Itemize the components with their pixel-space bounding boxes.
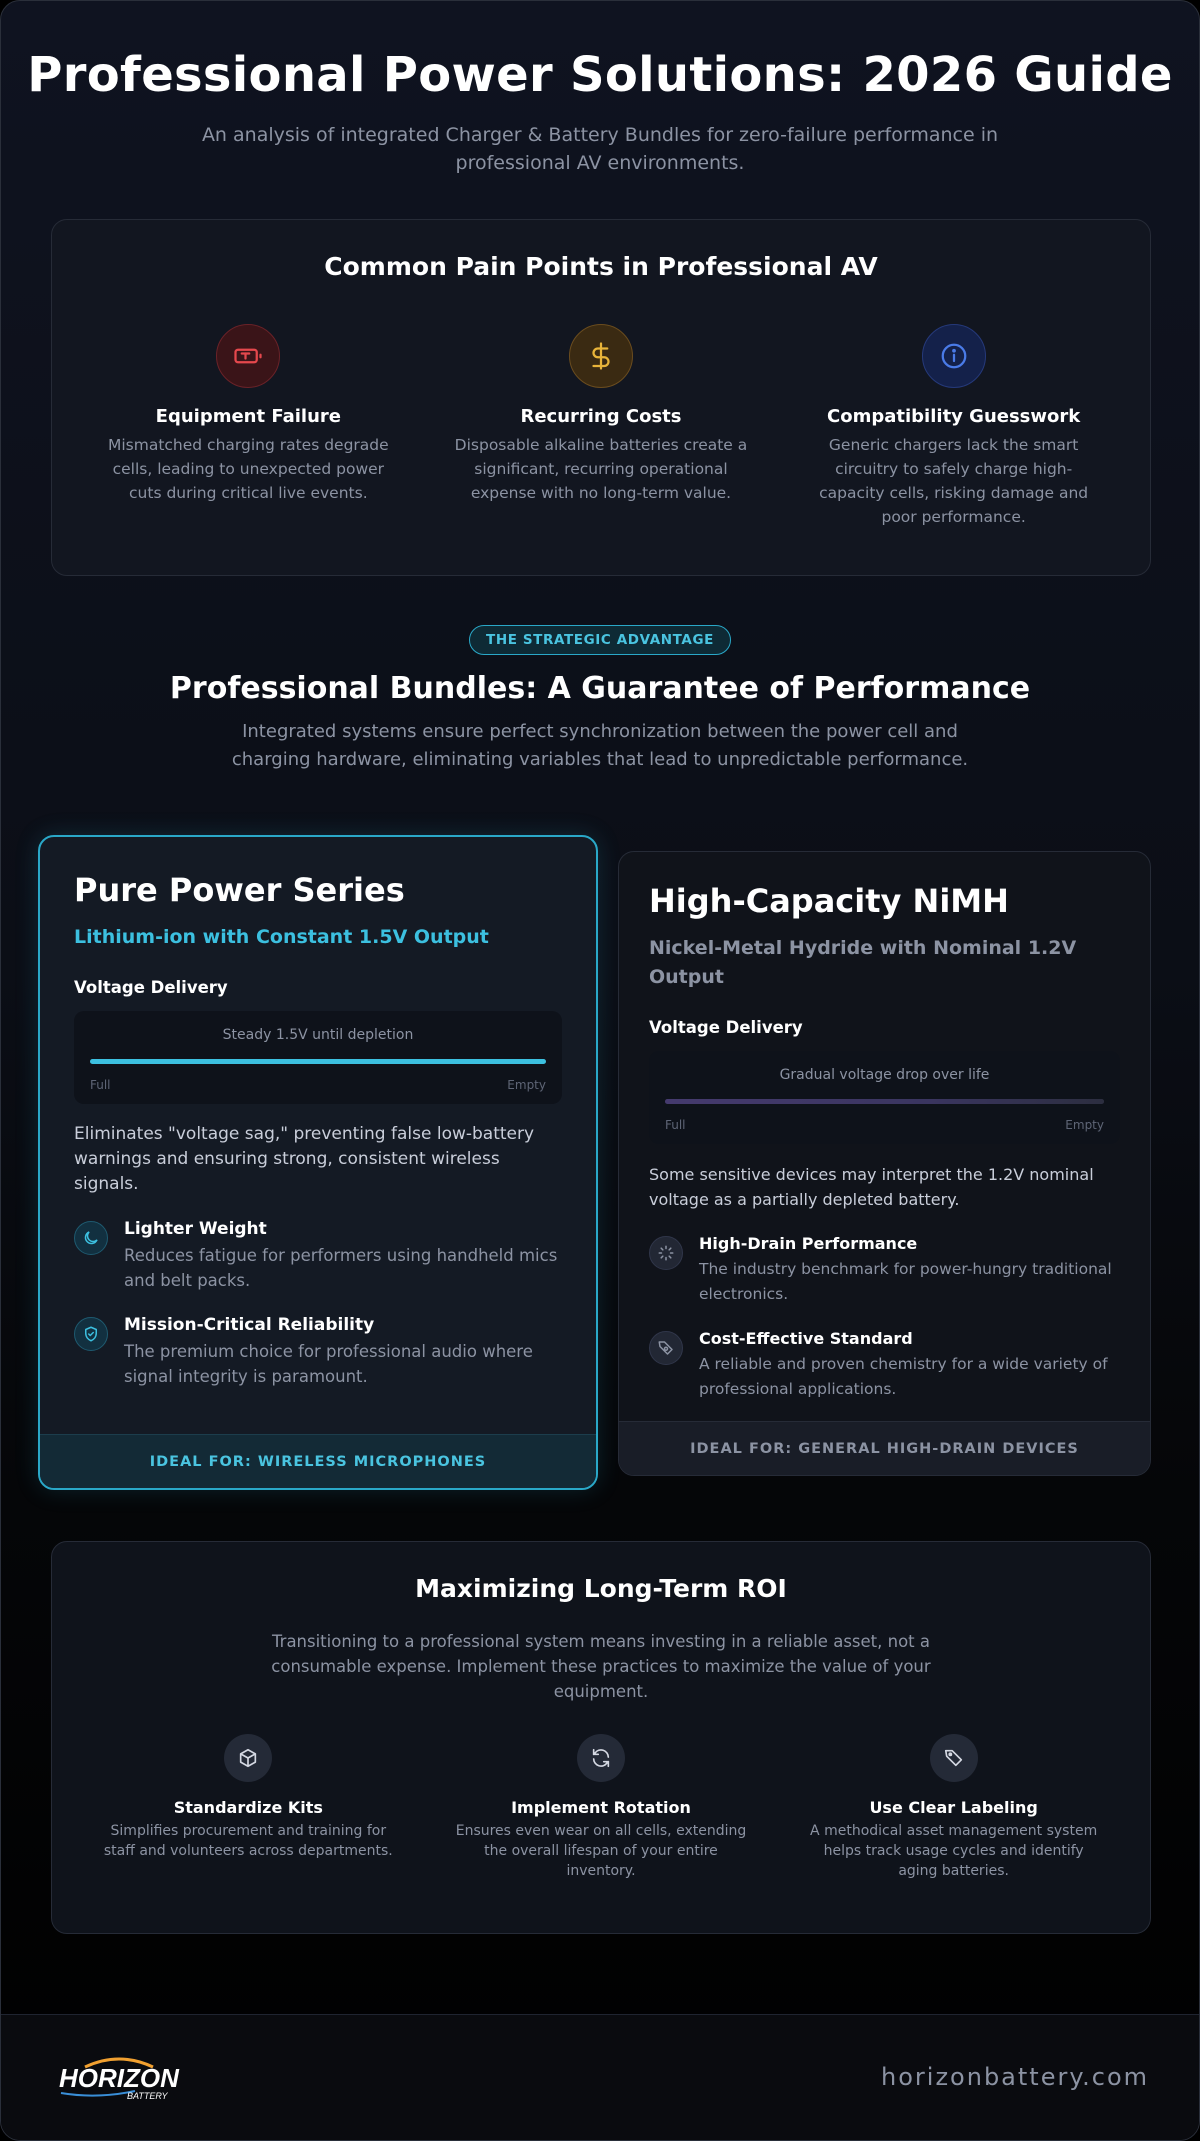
tag-icon	[930, 1734, 978, 1782]
pain-point-title: Recurring Costs	[520, 406, 682, 427]
feature-text: Reduces fatigue for performers using handheld mics and belt packs.	[124, 1246, 558, 1290]
nimh-card	[618, 851, 1151, 1476]
roi-item-text: A methodical asset management system helps track usage cycles and identify aging batteries.	[810, 1823, 1098, 1879]
card-subtitle: Lithium-ion with Constant 1.5V Output	[74, 926, 489, 948]
card-description: Eliminates "voltage sag," preventing false low-battery warnings and ensuring strong, consistent wireless signals.	[74, 1124, 535, 1194]
loader-icon	[649, 1236, 683, 1270]
roi-heading: Maximizing Long-Term ROI	[415, 1574, 787, 1603]
feature-text: The premium choice for professional audio where signal integrity is paramount.	[124, 1342, 533, 1386]
logo-wordmark: HORIZON	[59, 2063, 179, 2093]
feature-title: High-Drain Performance	[699, 1234, 918, 1253]
meter-caption: Gradual voltage drop over life	[779, 1067, 990, 1083]
voltage-label: Voltage Delivery	[74, 978, 228, 997]
hero	[1, 1, 1199, 177]
shield-check-icon	[74, 1317, 108, 1351]
meter-track	[90, 1059, 546, 1064]
card-title: Pure Power Series	[74, 871, 405, 909]
meter-track	[665, 1099, 1104, 1104]
refresh-icon	[577, 1734, 625, 1782]
box-icon	[224, 1734, 272, 1782]
feature-item	[649, 1234, 1120, 1307]
meter-caption: Steady 1.5V until depletion	[222, 1027, 414, 1043]
advantage-text: Integrated systems ensure perfect synchronization between the power cell and charging hardware, eliminating variables that lead to unpredictable performance.	[231, 721, 969, 770]
roi-item-text: Ensures even wear on all cells, extending the overall lifespan of your entire inventory.	[455, 1823, 747, 1879]
feature-title: Lighter Weight	[124, 1219, 267, 1239]
roi-item	[804, 1734, 1104, 1881]
meter-full-label: Full	[665, 1118, 686, 1132]
roi-item-text: Simplifies procurement and training for staff and volunteers across departments.	[103, 1823, 393, 1859]
feature-item	[74, 1315, 562, 1389]
page-title: Professional Power Solutions: 2026 Guide	[27, 47, 1173, 103]
pain-point-text: Disposable alkaline batteries create a significant, recurring operational expense with no long-term value.	[454, 436, 748, 502]
roi-item-title: Use Clear Labeling	[869, 1798, 1038, 1817]
feature-item	[649, 1329, 1120, 1402]
roi-item-title: Standardize Kits	[173, 1798, 323, 1817]
voltage-label: Voltage Delivery	[649, 1018, 803, 1037]
voltage-meter	[74, 1011, 562, 1104]
page-subtitle: An analysis of integrated Charger & Battery Bundles for zero-failure performance in professional AV environments.	[201, 124, 999, 174]
roi-item	[98, 1734, 398, 1881]
battery-alert-icon	[216, 324, 280, 388]
card-title: High-Capacity NiMH	[649, 882, 1009, 920]
meter-fill	[665, 1099, 1104, 1104]
dollar-icon	[569, 324, 633, 388]
roi-item-title: Implement Rotation	[511, 1798, 691, 1817]
pain-point-item	[98, 324, 398, 529]
roi-lead: Transitioning to a professional system means investing in a reliable asset, not a consumable expense. Implement these practices to maximize the value of your equipment.	[271, 1632, 931, 1701]
roi-panel	[51, 1541, 1151, 1934]
feature-item	[74, 1219, 562, 1293]
feature-text: A reliable and proven chemistry for a wide variety of professional applications.	[699, 1355, 1108, 1398]
moon-icon	[74, 1221, 108, 1255]
footer	[1, 2014, 1199, 2141]
website-link[interactable]: horizonbattery.com	[881, 2063, 1149, 2091]
meter-empty-label: Empty	[1065, 1118, 1104, 1132]
pain-point-text: Generic chargers lack the smart circuitry to safely charge high-capacity cells, risking damage and poor performance.	[819, 436, 1089, 526]
feature-title: Cost-Effective Standard	[699, 1329, 913, 1348]
tag-check-icon	[649, 1331, 683, 1365]
roi-item	[451, 1734, 751, 1881]
pain-point-item	[804, 324, 1104, 529]
feature-title: Mission-Critical Reliability	[124, 1315, 375, 1335]
pain-point-title: Compatibility Guesswork	[827, 406, 1081, 427]
advantage-section	[1, 625, 1199, 774]
advantage-title: Professional Bundles: A Guarantee of Performance	[169, 671, 1031, 706]
card-description: Some sensitive devices may interpret the 1.2V nominal voltage as a partially depleted battery.	[649, 1165, 1094, 1209]
pain-point-title: Equipment Failure	[155, 406, 341, 427]
advantage-badge: THE STRATEGIC ADVANTAGE	[469, 625, 731, 655]
pain-points-heading: Common Pain Points in Professional AV	[324, 252, 878, 281]
pain-point-item	[451, 324, 751, 529]
card-subtitle: Nickel-Metal Hydride with Nominal 1.2V Output	[649, 937, 1077, 988]
pain-points-panel	[51, 219, 1151, 576]
pure-power-card	[38, 835, 598, 1490]
logo-subtext: BATTERY	[127, 2091, 168, 2101]
meter-fill	[90, 1059, 546, 1064]
ideal-for-banner: IDEAL FOR: WIRELESS MICROPHONES	[40, 1434, 596, 1488]
info-icon	[922, 324, 986, 388]
meter-full-label: Full	[90, 1078, 111, 1092]
horizon-battery-logo	[57, 2053, 187, 2105]
voltage-meter	[649, 1051, 1120, 1144]
pain-point-text: Mismatched charging rates degrade cells, leading to unexpected power cuts during critical live events.	[107, 436, 389, 502]
feature-text: The industry benchmark for power-hungry traditional electronics.	[699, 1260, 1112, 1303]
ideal-for-banner: IDEAL FOR: GENERAL HIGH-DRAIN DEVICES	[619, 1421, 1150, 1475]
meter-empty-label: Empty	[507, 1078, 546, 1092]
